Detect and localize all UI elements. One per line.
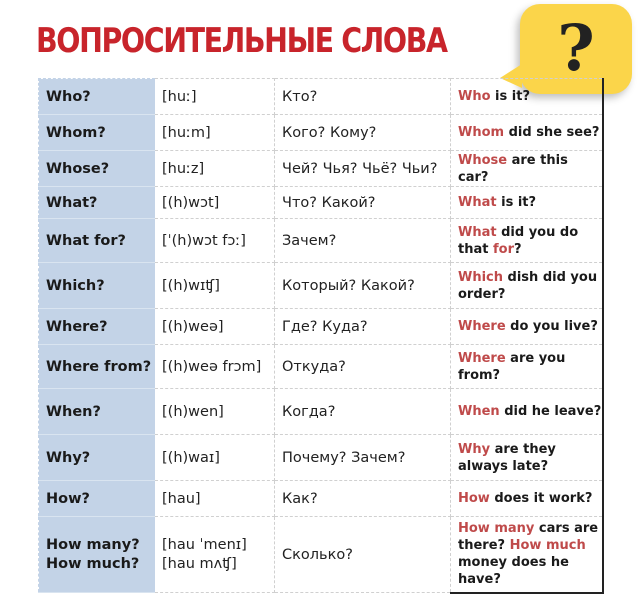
question-word: When?: [39, 389, 155, 435]
highlighted-question-word: Which: [458, 269, 504, 285]
example-sentence: [451, 481, 604, 517]
question-word: Where from?: [39, 345, 155, 389]
example-sentence: [451, 435, 604, 481]
transcription: [(h)weə]: [155, 309, 275, 345]
question-word: Who?: [39, 79, 155, 115]
highlighted-question-word: Where: [458, 350, 506, 366]
question-word: What?: [39, 187, 155, 219]
transcription-line: [hau mʌʧ]: [162, 555, 237, 572]
russian-translation: Где? Куда?: [275, 309, 451, 345]
transcription: [155, 517, 275, 593]
question-word-line: How many?: [46, 536, 140, 553]
question-word: Whom?: [39, 115, 155, 151]
example-sentence: [451, 309, 604, 345]
example-text: are they always late?: [458, 441, 556, 474]
transcription: [hau]: [155, 481, 275, 517]
highlighted-question-word: How many: [458, 521, 535, 537]
question-words-table: [38, 78, 604, 594]
russian-translation: Сколько?: [275, 517, 451, 593]
example-text: are you from?: [458, 350, 566, 383]
russian-translation: Что? Какой?: [275, 187, 451, 219]
transcription: [(h)wɪʧ]: [155, 263, 275, 309]
transcription: [(h)weə frɔm]: [155, 345, 275, 389]
highlighted-question-word: What: [458, 224, 497, 240]
russian-translation: Когда?: [275, 389, 451, 435]
highlighted-question-word: How: [458, 491, 490, 506]
example-sentence: [451, 79, 604, 115]
example-sentence: [451, 345, 604, 389]
russian-translation: Кто?: [275, 79, 451, 115]
question-word: How?: [39, 481, 155, 517]
table-row: [39, 435, 604, 481]
transcription-line: [hau ˈmenɪ]: [162, 536, 247, 553]
transcription: [huː]: [155, 79, 275, 115]
table-row: [39, 79, 604, 115]
example-text: is it?: [490, 89, 530, 104]
example-text: does it work?: [489, 491, 593, 506]
example-sentence: [451, 517, 604, 593]
table-body: [39, 79, 604, 593]
example-text: are this car?: [458, 152, 568, 185]
example-text: did you do that: [458, 224, 579, 257]
table-row: [39, 517, 604, 593]
highlighted-question-word: Who: [458, 89, 491, 104]
example-sentence: [451, 187, 604, 219]
table-row: [39, 345, 604, 389]
highlighted-question-word: for: [492, 241, 514, 257]
page-title: ВОПРОСИТЕЛЬНЫЕ СЛОВА: [36, 21, 447, 61]
highlighted-question-word: Where: [458, 319, 506, 334]
transcription: [(h)wɔt]: [155, 187, 275, 219]
highlighted-question-word: Whose: [458, 152, 508, 168]
example-text: cars are there?: [458, 521, 599, 554]
example-sentence: [451, 151, 604, 187]
transcription: [huːm]: [155, 115, 275, 151]
highlighted-question-word: Whom: [458, 125, 505, 140]
question-word: Why?: [39, 435, 155, 481]
table-row: [39, 115, 604, 151]
example-text: dish did you order?: [458, 269, 598, 302]
table-row: [39, 481, 604, 517]
russian-translation: Почему? Зачем?: [275, 435, 451, 481]
example-text: did she see?: [504, 125, 600, 140]
russian-translation: Кого? Кому?: [275, 115, 451, 151]
question-word-line: How much?: [46, 555, 140, 572]
russian-translation: Который? Какой?: [275, 263, 451, 309]
question-word: [39, 517, 155, 593]
example-sentence: [451, 263, 604, 309]
question-word: Where?: [39, 309, 155, 345]
question-word: Which?: [39, 263, 155, 309]
transcription: [(h)waɪ]: [155, 435, 275, 481]
russian-translation: Как?: [275, 481, 451, 517]
example-text: money does he have?: [458, 555, 569, 588]
table-row: [39, 309, 604, 345]
transcription: [huːz]: [155, 151, 275, 187]
highlighted-question-word: Why: [458, 441, 491, 457]
russian-translation: Зачем?: [275, 219, 451, 263]
question-word: What for?: [39, 219, 155, 263]
example-sentence: [451, 389, 604, 435]
highlighted-question-word: When: [458, 404, 500, 419]
highlighted-question-word: How much: [509, 538, 586, 554]
example-sentence: [451, 115, 604, 151]
question-word: Whose?: [39, 151, 155, 187]
table-row: [39, 389, 604, 435]
russian-translation: Чей? Чья? Чьё? Чьи?: [275, 151, 451, 187]
transcription: [(h)wen]: [155, 389, 275, 435]
table-row: [39, 187, 604, 219]
example-sentence: [451, 219, 604, 263]
table-row: [39, 151, 604, 187]
example-text: ?: [513, 241, 522, 257]
question-mark-icon: ?: [557, 11, 595, 86]
table-row: [39, 263, 604, 309]
russian-translation: Откуда?: [275, 345, 451, 389]
example-text: do you live?: [505, 319, 598, 334]
example-text: did he leave?: [499, 404, 602, 419]
highlighted-question-word: What: [458, 195, 497, 210]
example-text: is it?: [496, 195, 537, 210]
table-row: [39, 219, 604, 263]
transcription: [ˈ(h)wɔt fɔː]: [155, 219, 275, 263]
